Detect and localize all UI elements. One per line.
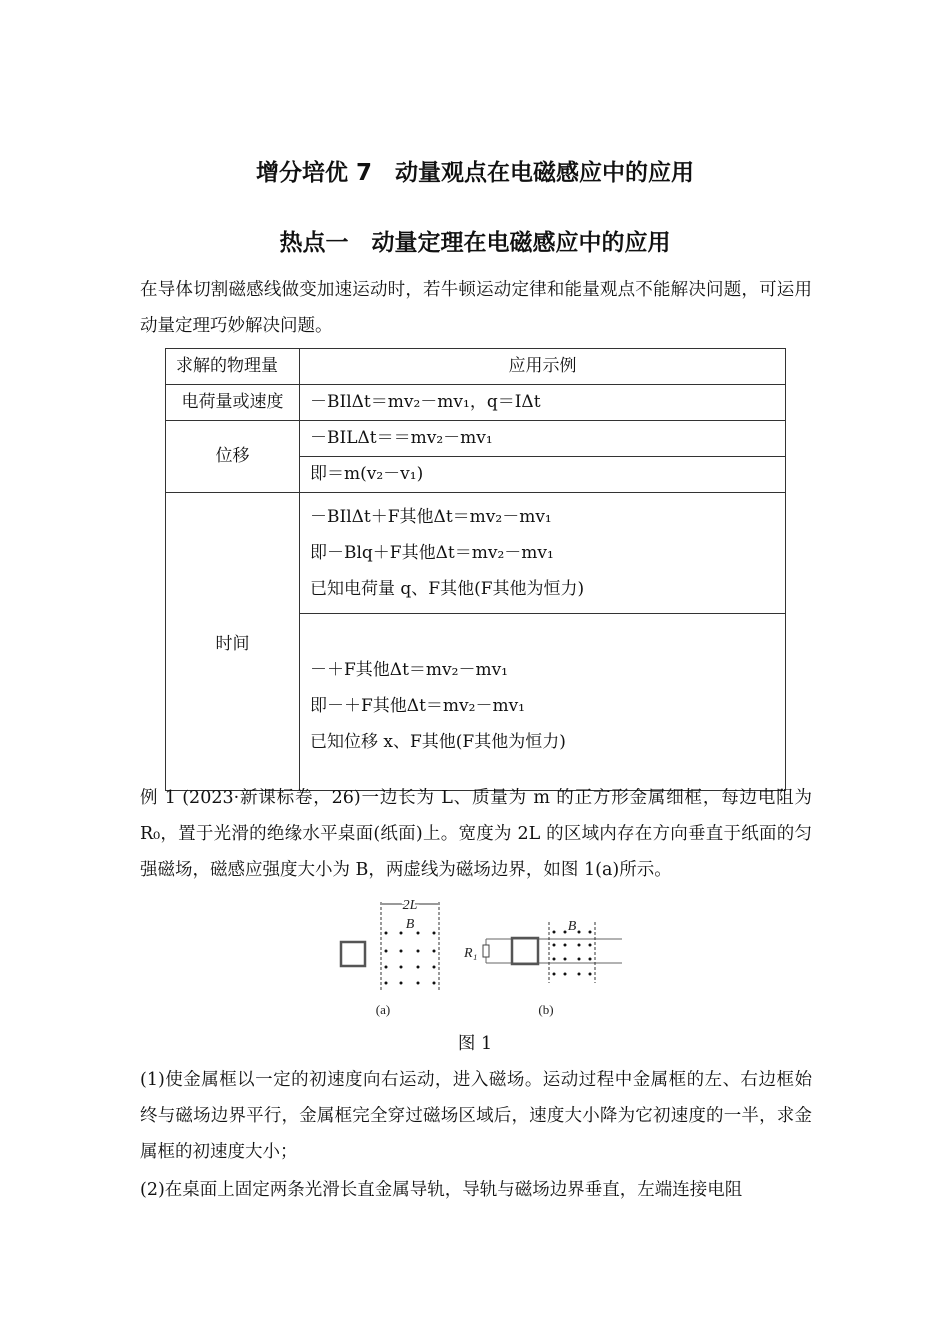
resistor [483, 945, 489, 957]
resistor-label: R₁ [464, 946, 478, 961]
formula-line: 已知电荷量 q、F其他(F其他为恒力) [310, 579, 585, 599]
row-formula: 即＝m(v₂－v₁) [300, 457, 786, 493]
formula-line: －＋F其他Δt＝mv₂－mv₁ [310, 660, 508, 680]
formula-line: 已知位移 x、F其他(F其他为恒力) [310, 732, 566, 752]
metal-frame [512, 938, 538, 964]
row-formula-group [300, 614, 786, 791]
example-paragraph: 例 1 (2023·新课标卷，26)一边长为 L、质量为 m 的正方形金属细框，每边电阻为 R₀，置于光滑的绝缘水平桌面(纸面)上。宽度为 2L 的区域内存在方向垂直于纸面的匀强磁场，磁感应强度大小为 B，两虚线为磁场边界，如图 1(a)所示。 [140, 788, 812, 880]
row-label: 位移 [166, 421, 300, 493]
formula-line: 即－＋F其他Δt＝mv₂－mv₁ [310, 696, 525, 716]
formula-line: －BIlΔt＋F其他Δt＝mv₂－mv₁ [310, 507, 552, 527]
row-formula-group [300, 493, 786, 614]
field-dots [553, 931, 592, 976]
figure-caption: 图 1 [457, 1034, 493, 1054]
figure-a [341, 898, 439, 1017]
field-label: B [405, 917, 415, 932]
intro-paragraph: 在导体切割磁感线做变加速运动时，若牛顿运动定律和能量观点不能解决问题，可运用动量定理巧妙解决问题。 [140, 280, 812, 336]
table-row [166, 493, 786, 614]
question-1: (1)使金属框以一定的初速度向右运动，进入磁场。运动过程中金属框的左、右边框始终与磁场边界平行，金属框完全穿过磁场区域后，速度大小降为它初速度的一半，求金属框的初速度大小； [140, 1070, 812, 1162]
table-row [166, 421, 786, 457]
section-title: 热点一 动量定理在电磁感应中的应用 [279, 230, 671, 256]
width-label: 2L [402, 898, 418, 913]
header-example: 应用示例 [300, 349, 786, 385]
header-quantity: 求解的物理量 [166, 349, 300, 385]
row-formula: －BIlΔt＝mv₂－mv₁，q＝IΔt [300, 385, 786, 421]
formula-line: 即－Blq＋F其他Δt＝mv₂－mv₁ [310, 543, 554, 563]
metal-frame [341, 942, 365, 966]
figure-b [463, 919, 622, 1017]
question-2: (2)在桌面上固定两条光滑长直金属导轨，导轨与磁场边界垂直，左端连接电阻 [140, 1180, 743, 1200]
figure-1 [330, 890, 630, 1020]
row-label: 电荷量或速度 [166, 385, 300, 421]
page-title: 增分培优 7 动量观点在电磁感应中的应用 [255, 160, 694, 186]
table-header-row [166, 349, 786, 385]
table-row [166, 385, 786, 421]
label-b: (b) [538, 1002, 554, 1017]
row-label: 时间 [166, 493, 300, 791]
label-a: (a) [375, 1002, 391, 1017]
field-dots [385, 932, 436, 985]
field-label: B [567, 919, 577, 934]
row-formula: －BILΔt＝＝mv₂－mv₁ [300, 421, 786, 457]
application-table [165, 348, 786, 791]
